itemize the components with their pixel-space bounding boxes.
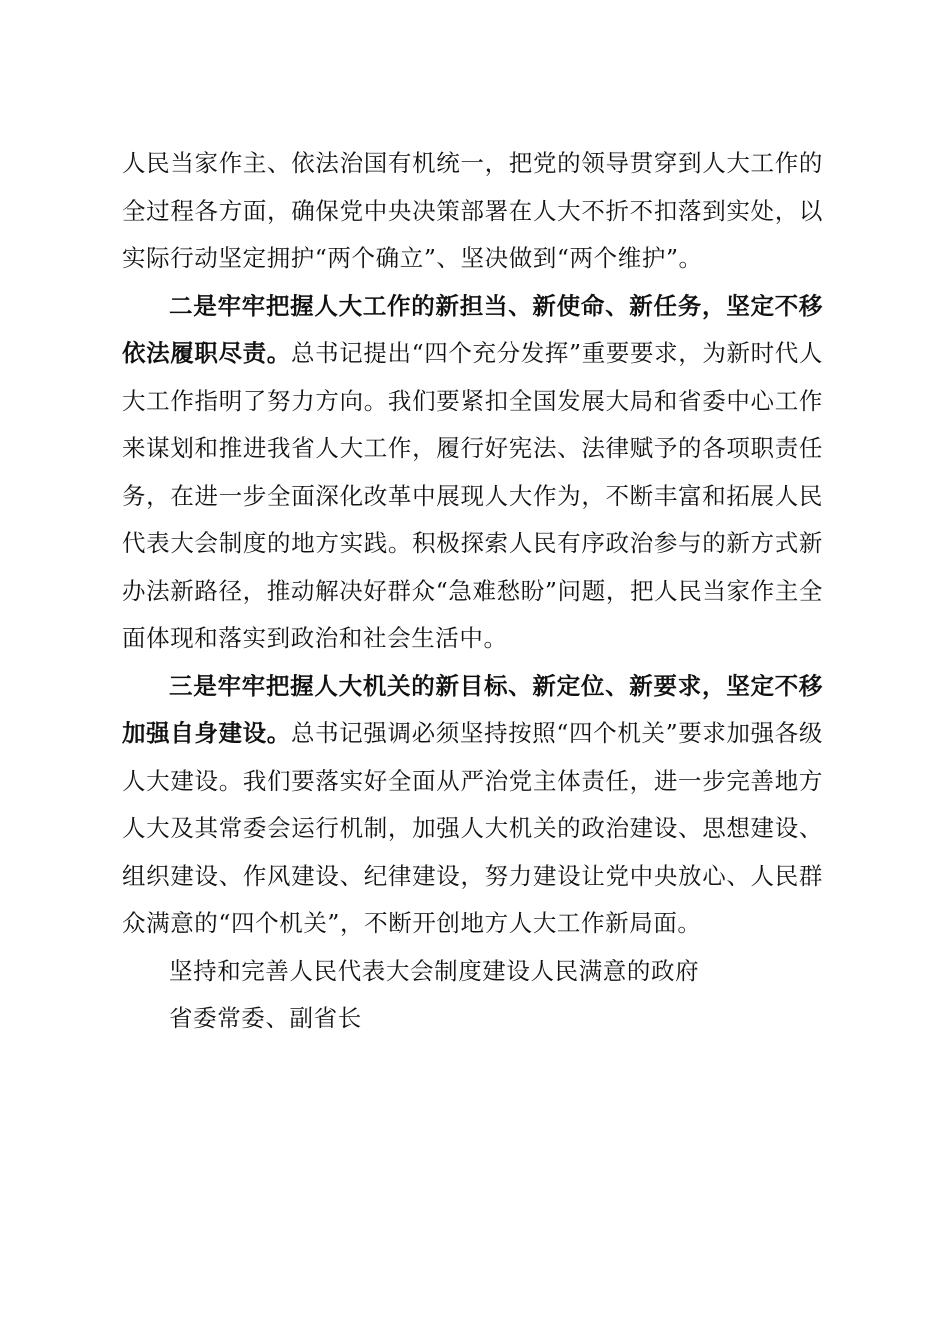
- paragraph-lead-heading: 二是牢牢把握人大工作的新担当、新使命、新任务，坚定不移依法履职尽责。: [122, 291, 823, 367]
- paragraph-body: 总书记提出“四个充分发挥”重要要求，为新时代人大工作指明了努力方向。我们要紧扣全国发展大局和省委中心工作来谋划和推进我省人大工作，履行好宪法、法律赋予的各项职责任务，在进一步全面深化改革中展现人大作为，不断丰富和拓展人民代表大会制度的地方实践。积极探索人民有序政治参与的新方式新办法新路径，推动解决好群众“急难愁盼”问题，把人民当家作主全面体现和落实到政治和社会生活中。: [122, 339, 823, 652]
- next-section-header: [122, 948, 823, 1043]
- paragraph-body: 总书记强调必须坚持按照“四个机关”要求加强各级人大建设。我们要落实好全面从严治党主体责任，进一步完善地方人大及其常委会运行机制，加强人大机关的政治建设、思想建设、组织建设、作风建设、纪律建设，努力建设让党中央放心、人民群众满意的“四个机关”，不断开创地方人大工作新局面。: [122, 719, 823, 937]
- section-title: 坚持和完善人民代表大会制度建设人民满意的政府: [169, 956, 700, 985]
- paragraph-lead-heading: 三是牢牢把握人大机关的新目标、新定位、新要求，坚定不移加强自身建设。: [122, 671, 823, 747]
- author-title: 省委常委、副省长: [169, 1004, 362, 1032]
- document-page: [122, 140, 823, 1043]
- paragraph-continuation: [122, 140, 823, 283]
- paragraph-point-two: [122, 283, 823, 663]
- paragraph-body: 人民当家作主、依法治国有机统一，把党的领导贯穿到人大工作的全过程各方面，确保党中央决策部署在人大不折不扣落到实处，以实际行动坚定拥护“两个确立”、坚决做到“两个维护”。: [122, 149, 823, 272]
- paragraph-point-three: [122, 663, 823, 948]
